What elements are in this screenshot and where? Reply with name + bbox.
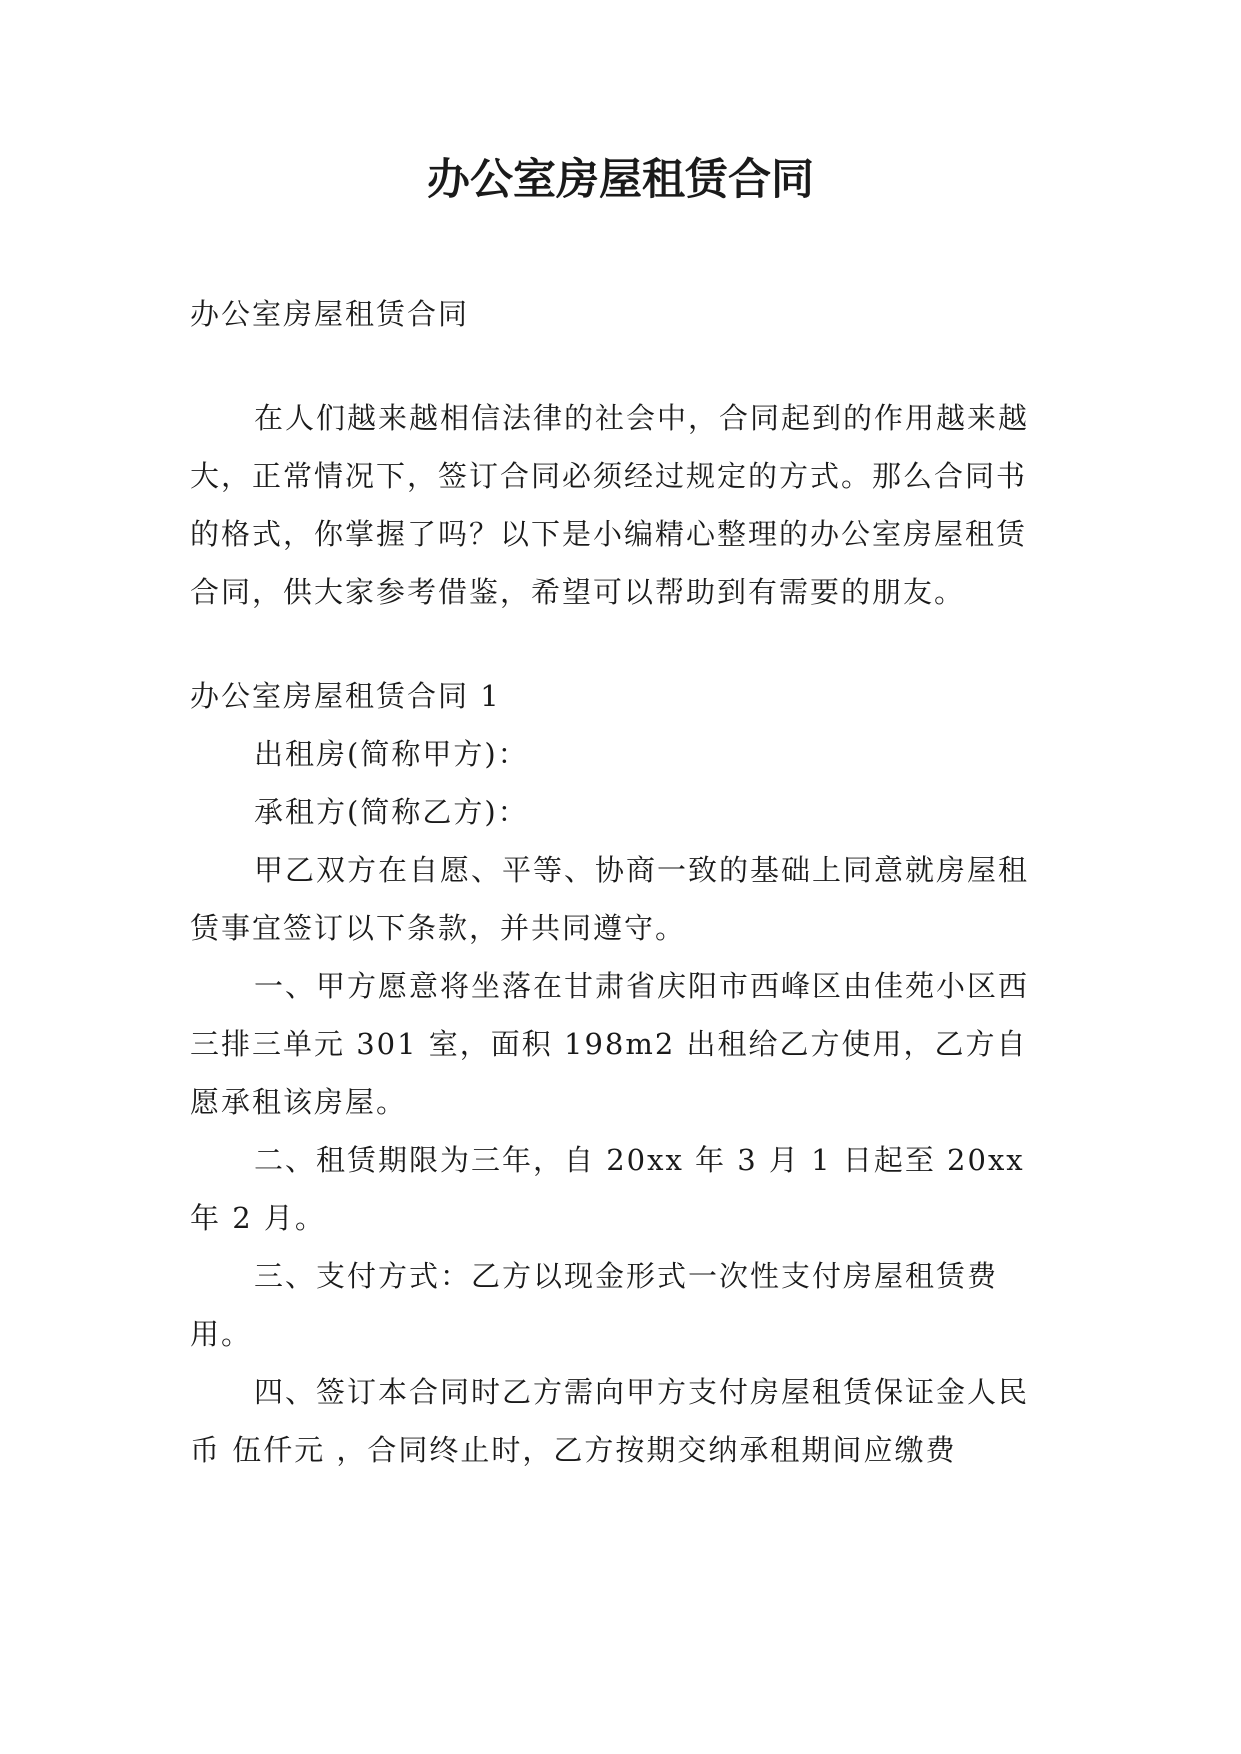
document-title: 办公室房屋租赁合同 [427,155,814,205]
clause-paragraph: 四、签订本合同时乙方需向甲方支付房屋租赁保证金人民币 伍仟元 ，合同终止时，乙方按期交纳承租期间应缴费 [190,1375,1030,1467]
clause-paragraph: 三、支付方式：乙方以现金形式一次性支付房屋租赁费用。 [190,1259,999,1351]
intro-paragraph: 在人们越来越相信法律的社会中，合同起到的作用越来越大，正常情况下，签订合同必须经过规定的方式。那么合同书的格式，你掌握了吗？以下是小编精心整理的办公室房屋租赁合同，供大家参考借鉴，希望可以帮助到有需要的朋友。 [190,401,1030,609]
document-subtitle: 办公室房屋租赁合同 [190,297,470,331]
clause-paragraph: 二、租赁期限为三年，自 20xx 年 3 月 1 日起至 20xx 年 2 月。 [190,1143,1025,1235]
spacer [190,343,1050,389]
party-b-line: 承租方(简称乙方)： [254,795,529,829]
party-a-line: 出租房(简称甲方)： [254,737,529,771]
section-heading: 办公室房屋租赁合同 1 [190,679,501,713]
clause-paragraph: 一、甲方愿意将坐落在甘肃省庆阳市西峰区由佳苑小区西三排三单元 301 室，面积 198m2 出租给乙方使用，乙方自愿承租该房屋。 [190,969,1030,1119]
document-body [190,285,1050,1479]
preamble-paragraph: 甲乙双方在自愿、平等、协商一致的基础上同意就房屋租赁事宜签订以下条款，并共同遵守。 [190,853,1030,945]
spacer [190,621,1050,667]
